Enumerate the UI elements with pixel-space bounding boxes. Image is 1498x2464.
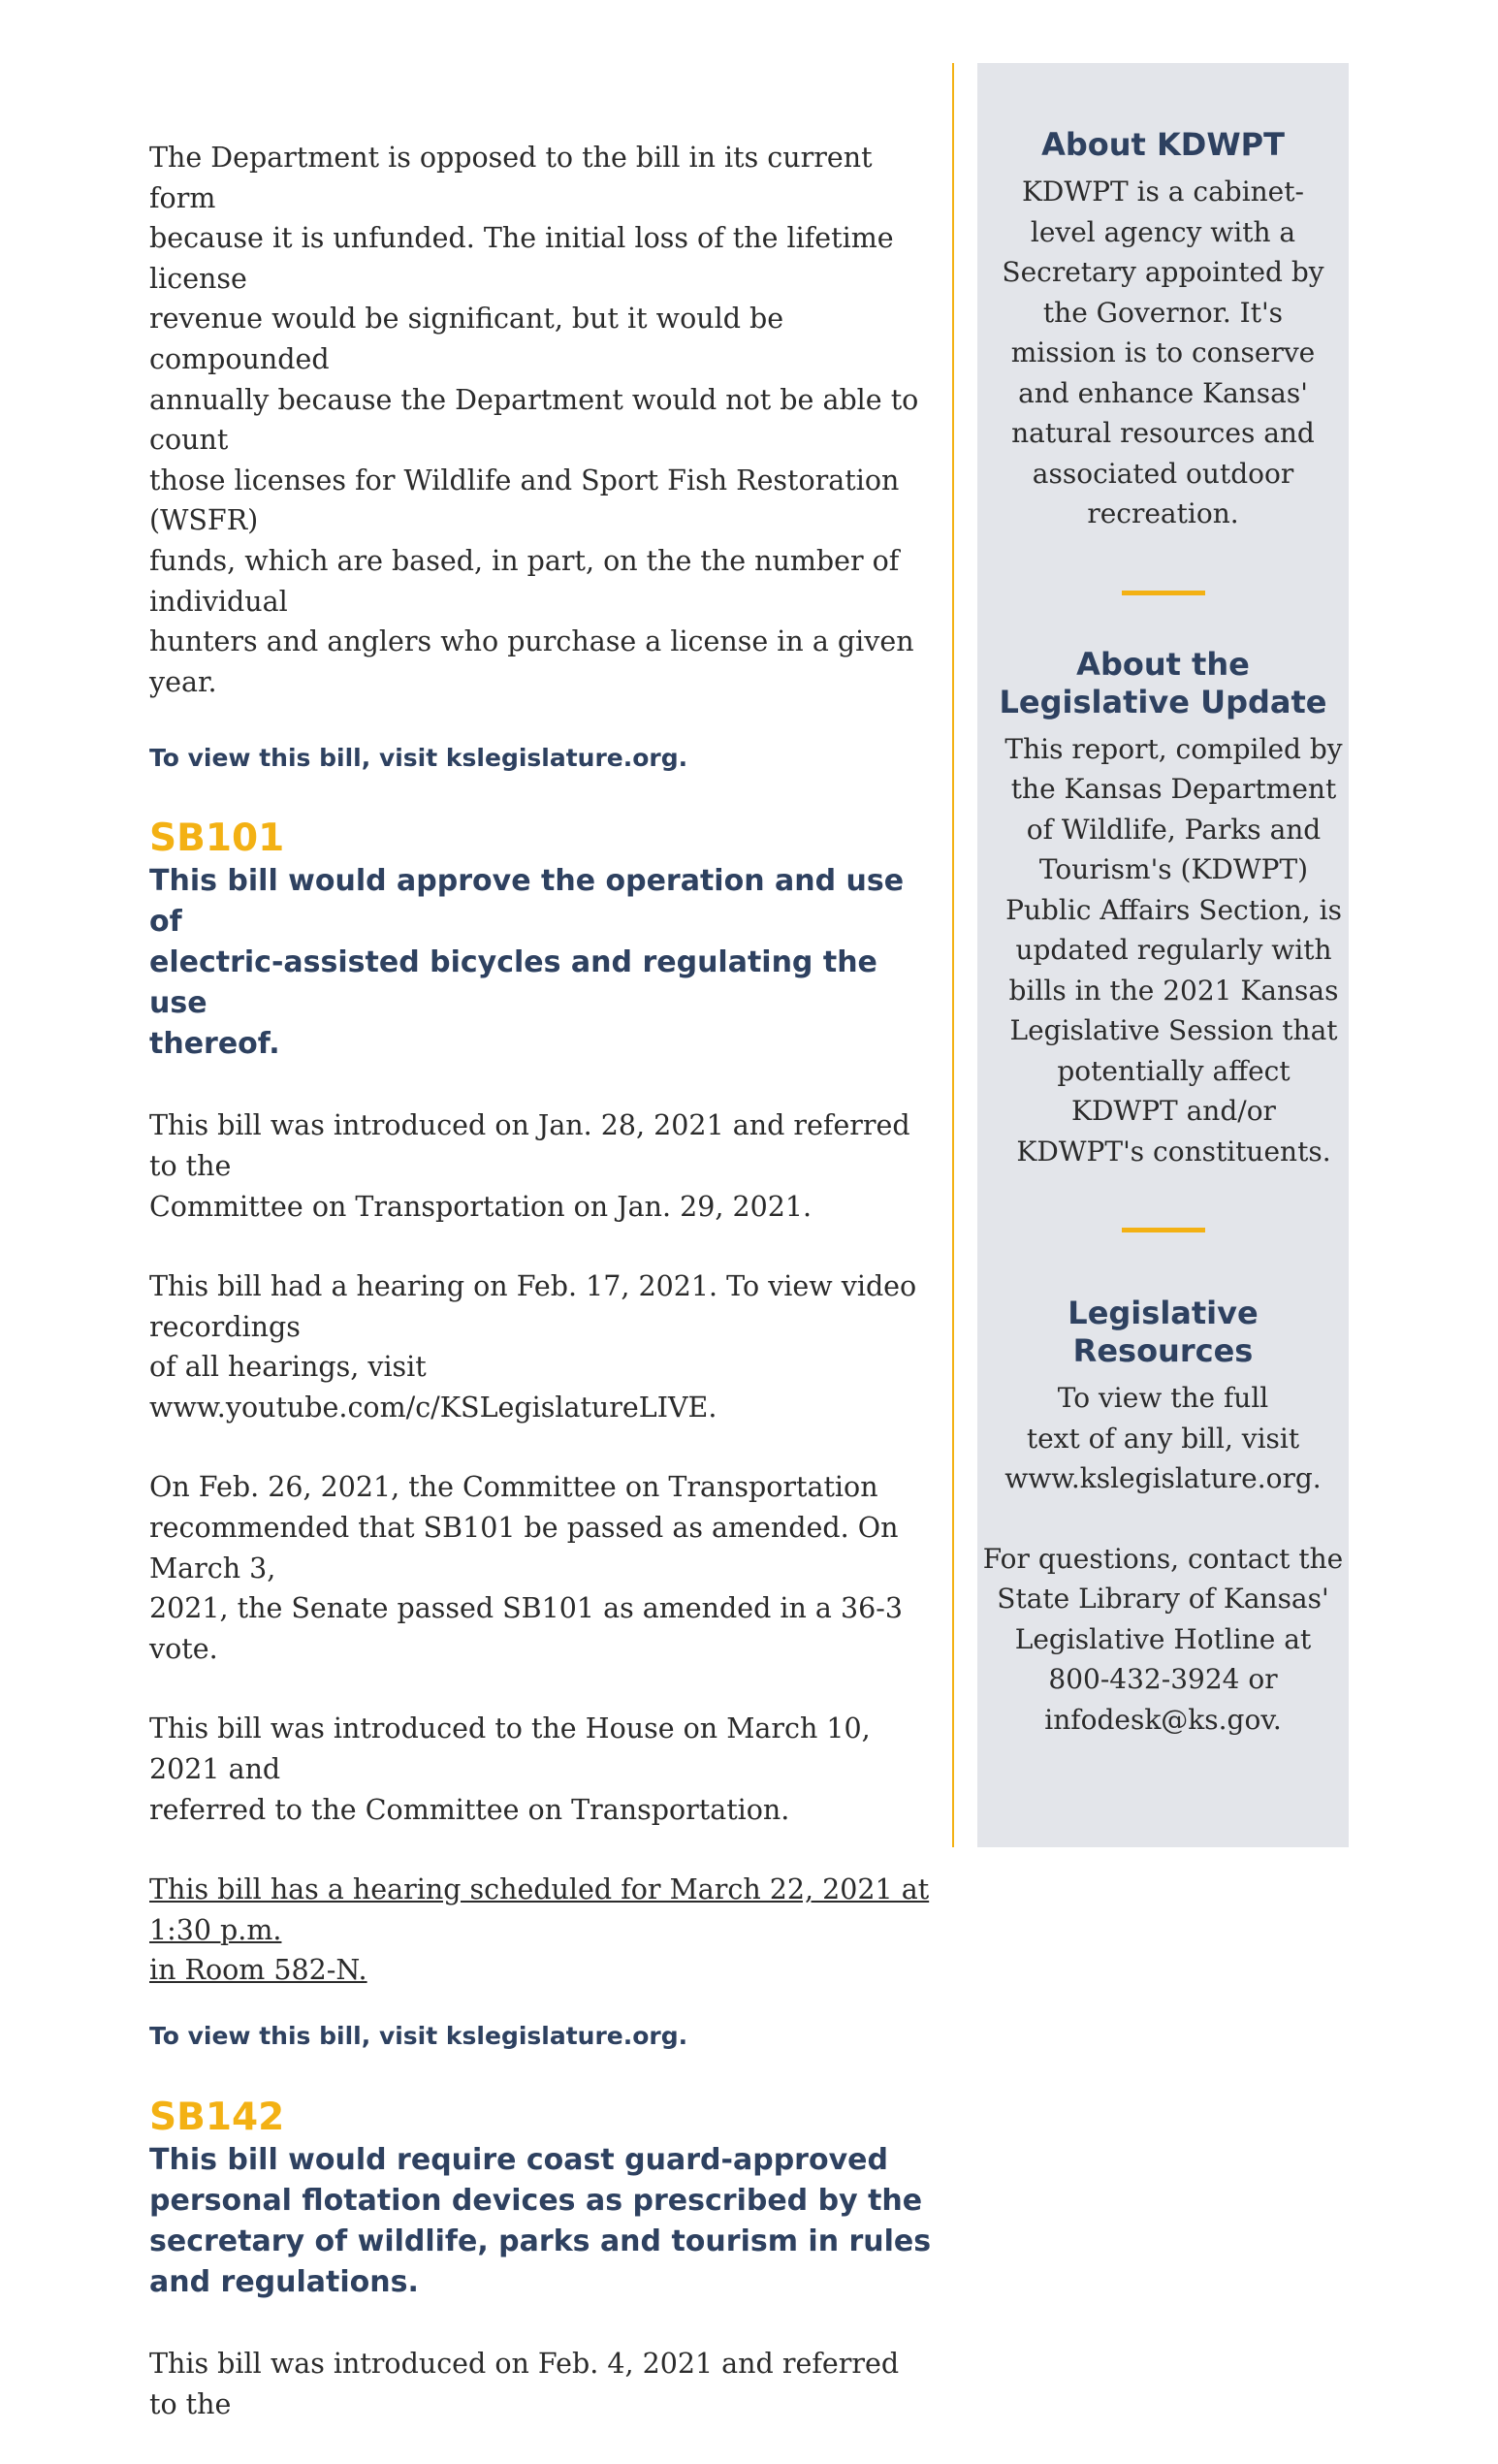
sidebar [977, 63, 1349, 1847]
sb142-paragraph-1: This bill was introduced on Feb. 4, 2021 and referred to the [149, 2348, 900, 2420]
sb101-hearing-notice: This bill has a hearing scheduled for March 22, 2021 at 1:30 p.m. in Room 582-N. [149, 1873, 930, 1987]
vertical-divider [952, 63, 954, 1847]
resources-body-contact: For questions, contact the State Library of Kansas' Legislative Hotline at 800-432-3924 or infodesk@ks.gov. [982, 1542, 1344, 1736]
resources-section [977, 1232, 1349, 1740]
about-update-section [977, 595, 1349, 1172]
resources-body-bill-text: To view the full text of any bill, visit www.kslegislature.org. [1004, 1382, 1322, 1494]
bill-id-sb142: SB142 [149, 2096, 285, 2139]
main-column [149, 138, 935, 2464]
sb101-paragraph-3: On Feb. 26, 2021, the Committee on Transportation recommended that SB101 be passed as amended. On March 3, 2021, the Senate passed SB101 as amended in a 36-3 vote. [149, 1471, 904, 1665]
visit-bill-link[interactable]: To view this bill, visit kslegislature.org. [149, 2022, 688, 2050]
sb101-paragraph-4: This bill was introduced to the House on March 10, 2021 and referred to the Committee on Transportation. [149, 1712, 871, 1826]
visit-bill-link[interactable]: To view this bill, visit kslegislature.org. [149, 744, 688, 773]
about-update-body: This report, compiled by the Kansas Department of Wildlife, Parks and Tourism's (KDWPT) Public Affairs Section, is updated regularly with bills in the 2021 Kansas Legislative Session that potentially affect KDWPT and/or KDWPT's constituents. [1004, 732, 1343, 1168]
intro-paragraph: The Department is opposed to the bill in its current form because it is unfunded. The initial loss of the lifetime license revenue would be significant, but it would be compounded annually because the Department would not be able to count those licenses for Wildlife and Sport Fish Restoration (WSFR) funds, which are based, in part, on the the number of individual hunters and anglers who purchase a license in a given year. [149, 142, 919, 698]
about-kdwpt-body: KDWPT is a cabinet- level agency with a Secretary appointed by the Governor. It's mission is to conserve and enhance Kansas' natural resources and associated outdoor recreation. [1002, 176, 1324, 529]
about-update-heading: About the Legislative Update [999, 645, 1327, 720]
resources-heading: Legislative Resources [1068, 1295, 1259, 1369]
bill-id-sb101: SB101 [149, 816, 285, 861]
about-kdwpt-section [977, 63, 1349, 534]
about-kdwpt-heading: About KDWPT [1041, 126, 1285, 163]
sb101-paragraph-1: This bill was introduced on Jan. 28, 2021 and referred to the Committee on Transportation on Jan. 29, 2021. [149, 1109, 910, 1223]
bill-title-sb101: This bill would approve the operation and use of electric-assisted bicycles and regulating the use thereof. [149, 864, 905, 1062]
sb101-paragraph-2: This bill had a hearing on Feb. 17, 2021. To view video recordings of all hearings, visit www.youtube.com/c/KSLegislatureLIVE. [149, 1270, 917, 1424]
bill-title-sb142: This bill would require coast guard-approved personal flotation devices as prescribed by the secretary of wildlife, parks and tourism in rules and regulations. [149, 2143, 932, 2299]
